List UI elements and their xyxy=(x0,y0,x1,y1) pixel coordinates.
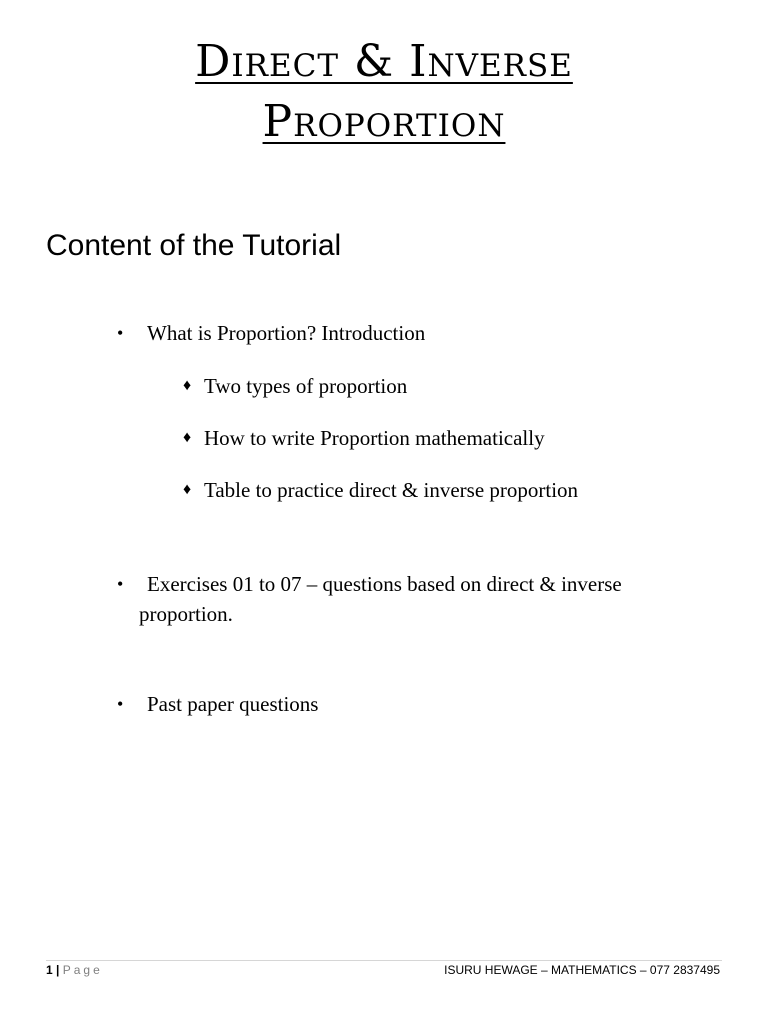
page-label: Page xyxy=(62,963,103,977)
list-item-past-papers: Past paper questions xyxy=(147,692,319,716)
footer-separator: | xyxy=(56,963,60,977)
section-heading: Content of the Tutorial xyxy=(46,229,342,262)
sub-item-practice-table: Table to practice direct & inverse proportion xyxy=(204,478,579,502)
footer-author-info: ISURU HEWAGE – MATHEMATICS – 077 2837495 xyxy=(444,963,720,977)
diamond-bullet-icon: ♦ xyxy=(183,377,192,394)
list-item-introduction: What is Proportion? Introduction xyxy=(147,321,426,345)
sub-item-two-types: Two types of proportion xyxy=(204,374,408,398)
title-text-2: Proportion xyxy=(262,96,506,147)
sub-item-write-mathematically: How to write Proportion mathematically xyxy=(204,426,545,450)
diamond-bullet-icon: ♦ xyxy=(183,481,192,498)
list-item-exercises-line2: proportion. xyxy=(139,602,233,626)
diamond-bullet-icon: ♦ xyxy=(183,429,192,446)
bullet-icon: • xyxy=(117,574,124,594)
bullet-icon: • xyxy=(117,323,124,343)
list-item-exercises-line1: Exercises 01 to 07 – questions based on direct & inverse xyxy=(147,572,622,596)
title-line-1 xyxy=(0,36,768,87)
title-text-1: Direct & Inverse xyxy=(195,36,573,87)
footer-page-indicator xyxy=(46,961,103,979)
bullet-icon: • xyxy=(117,694,124,714)
page-number: 1 xyxy=(46,963,53,977)
title-line-2 xyxy=(0,96,768,147)
